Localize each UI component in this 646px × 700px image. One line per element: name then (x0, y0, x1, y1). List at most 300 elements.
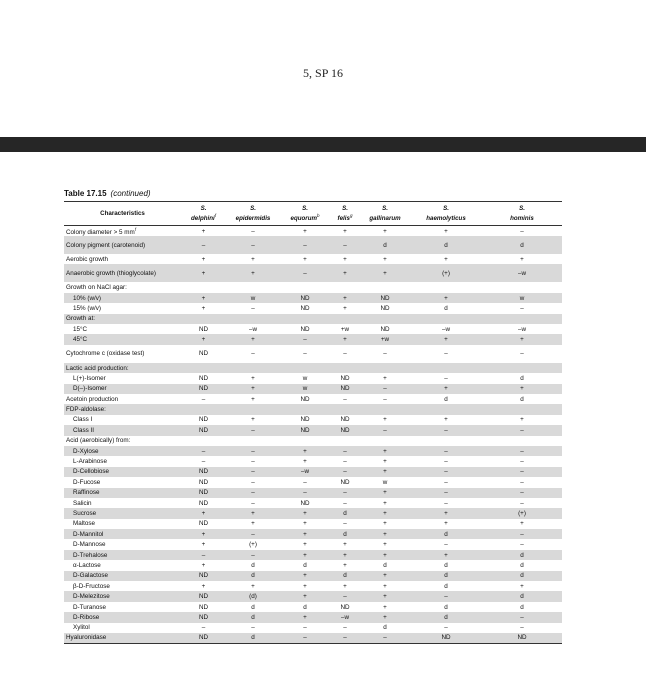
result-cell: –w (441, 325, 451, 333)
species-label: gallinarum (369, 215, 401, 223)
result-cell: – (383, 350, 387, 358)
result-cell (226, 314, 280, 324)
result-cell (482, 436, 562, 446)
row-label (64, 446, 181, 456)
genus-label: S. (302, 204, 308, 212)
result-cell: d (444, 304, 448, 312)
result-cell: + (343, 582, 347, 590)
result-cell: + (181, 293, 226, 303)
result-cell (360, 404, 410, 414)
row-label (64, 488, 181, 498)
result-cell: – (410, 446, 482, 456)
result-cell: + (343, 255, 347, 263)
row-label-text: D-Turanose (73, 603, 107, 611)
species-header (280, 202, 330, 226)
result-cell (360, 282, 410, 292)
result-cell: – (444, 478, 448, 486)
row-label (64, 539, 181, 549)
result-cell: ND (340, 478, 350, 486)
species-label: equorum (290, 215, 317, 223)
species-header (330, 202, 360, 226)
result-cell (410, 404, 482, 414)
result-cell: d (330, 529, 360, 539)
result-cell: + (360, 467, 410, 477)
result-cell: d (226, 633, 280, 643)
table-row (64, 293, 562, 303)
result-cell (181, 314, 226, 324)
result-cell: – (251, 624, 255, 632)
result-cell (360, 363, 410, 373)
result-cell: ND (380, 325, 390, 333)
result-cell: + (520, 416, 524, 424)
result-cell: + (280, 571, 330, 581)
table-row (64, 226, 562, 237)
row-label (64, 226, 181, 237)
result-cell: + (360, 488, 410, 498)
result-cell: + (201, 304, 206, 312)
result-cell: – (520, 499, 524, 507)
row-label-text: D-Xylose (73, 447, 99, 455)
result-cell: + (360, 446, 410, 456)
result-cell: d (251, 561, 255, 569)
result-cell: – (226, 550, 280, 560)
table-row (64, 436, 562, 446)
table-row (64, 303, 562, 313)
result-cell (330, 404, 360, 414)
result-cell: ND (300, 325, 310, 333)
result-cell: + (201, 541, 206, 549)
row-label (64, 633, 181, 643)
result-cell: – (303, 624, 307, 632)
result-cell: + (383, 541, 387, 549)
result-cell: + (444, 227, 448, 235)
result-cell (226, 282, 280, 292)
row-label (64, 467, 181, 477)
result-cell (181, 404, 226, 414)
result-cell (360, 436, 410, 446)
table-row (64, 581, 562, 591)
result-cell: – (482, 612, 562, 622)
result-cell: – (343, 350, 347, 358)
result-cell: + (520, 255, 524, 263)
result-cell: –w (517, 325, 527, 333)
result-cell (181, 436, 226, 446)
result-cell: – (444, 374, 448, 382)
result-cell: – (520, 458, 524, 466)
result-cell: + (303, 227, 307, 235)
result-cell (330, 363, 360, 373)
table-row (64, 550, 562, 560)
table-row (64, 571, 562, 581)
row-label (64, 623, 181, 633)
result-cell: + (520, 582, 524, 590)
result-cell: – (181, 236, 226, 254)
result-cell: ND (300, 416, 310, 424)
table-row (64, 602, 562, 612)
row-label-text: Growth on NaCl agar: (66, 284, 127, 292)
row-label (64, 571, 181, 581)
row-label (64, 529, 181, 539)
result-cell: + (343, 304, 347, 312)
genus-label: S. (443, 204, 449, 212)
table-row (64, 334, 562, 344)
result-cell: – (343, 458, 347, 466)
result-cell: + (280, 529, 330, 539)
result-cell: – (444, 458, 448, 466)
result-cell (226, 404, 280, 414)
row-label-text: D-Trehalose (73, 551, 108, 559)
result-cell: ND (198, 520, 209, 528)
result-cell: d (410, 612, 482, 622)
result-cell: d (482, 550, 562, 560)
result-cell: + (226, 334, 280, 344)
table-caption-continued: (continued) (110, 189, 151, 198)
table-row (64, 384, 562, 394)
result-cell: d (482, 591, 562, 601)
result-cell (280, 363, 330, 373)
result-cell: ND (280, 293, 330, 303)
result-cell: + (251, 520, 255, 528)
row-label-text: Salicin (73, 499, 92, 507)
result-cell: (+) (249, 541, 257, 549)
result-cell: + (303, 541, 307, 549)
result-cell: + (410, 293, 482, 303)
result-cell: + (201, 582, 206, 590)
result-cell (280, 314, 330, 324)
row-label-text: L(+)-Isomer (73, 374, 106, 382)
page-header: 5, SP 16 (303, 66, 343, 80)
table-row (64, 254, 562, 264)
row-label (64, 384, 181, 394)
result-cell: ND (181, 467, 226, 477)
result-cell: + (520, 520, 524, 528)
species-header (181, 202, 226, 226)
table-row (64, 404, 562, 414)
result-cell: + (360, 508, 410, 518)
row-label (64, 550, 181, 560)
result-cell: + (303, 520, 307, 528)
result-cell: – (520, 541, 524, 549)
result-cell: + (280, 446, 330, 456)
result-cell: w (302, 374, 308, 382)
result-cell (482, 282, 562, 292)
row-label-text: Class I (73, 416, 93, 424)
result-cell: ND (181, 425, 226, 435)
result-cell: ND (181, 612, 226, 622)
row-label-text: Sucrose (73, 509, 97, 517)
result-cell: ND (198, 350, 209, 358)
result-cell: + (226, 508, 280, 518)
genus-label: S. (519, 204, 525, 212)
species-header (226, 202, 280, 226)
result-cell: – (444, 350, 448, 358)
result-cell: – (226, 488, 280, 498)
result-cell: w (280, 384, 330, 394)
table-row (64, 488, 562, 498)
result-cell: d (444, 603, 448, 611)
table-row (64, 264, 562, 282)
result-cell: +w (360, 334, 410, 344)
table-row (64, 282, 562, 292)
table-body (64, 226, 562, 644)
result-cell: – (520, 478, 524, 486)
result-cell: – (330, 591, 360, 601)
result-cell: + (330, 264, 360, 282)
result-cell (280, 282, 330, 292)
genus-label: S. (342, 204, 348, 212)
result-cell: + (383, 458, 387, 466)
result-cell: + (343, 541, 347, 549)
result-cell: d (520, 603, 524, 611)
result-cell: – (201, 458, 206, 466)
table-row (64, 415, 562, 425)
result-cell (410, 436, 482, 446)
result-cell: – (251, 304, 255, 312)
result-cell: + (251, 416, 255, 424)
result-cell: – (280, 633, 330, 643)
row-label-text: Growth at: (66, 315, 96, 323)
result-cell: – (383, 395, 387, 403)
row-label-text: 15% (w/v) (73, 304, 101, 312)
row-label-text: FDP-aldolase: (66, 406, 106, 414)
result-cell: ND (181, 571, 226, 581)
table-row (64, 324, 562, 334)
result-cell: + (280, 508, 330, 518)
result-cell: + (303, 255, 307, 263)
table-row (64, 591, 562, 601)
table-caption (64, 189, 151, 198)
result-cell: d (251, 603, 255, 611)
result-cell (181, 282, 226, 292)
row-label-text: 45°C (73, 336, 88, 344)
result-cell: + (383, 520, 387, 528)
result-cell: + (181, 264, 226, 282)
genus-label: S. (250, 204, 256, 212)
table-row (64, 560, 562, 570)
result-cell: ND (198, 603, 209, 611)
result-cell: + (383, 374, 387, 382)
result-cell (280, 436, 330, 446)
result-cell: + (383, 499, 387, 507)
result-cell: – (482, 467, 562, 477)
result-cell: ND (330, 425, 360, 435)
result-cell: – (303, 478, 307, 486)
result-cell: ND (340, 603, 350, 611)
row-label (64, 303, 181, 313)
result-cell: – (520, 350, 524, 358)
result-cell: d (360, 236, 410, 254)
table-caption-label: Table 17.15 (64, 189, 107, 198)
result-cell: ND (300, 395, 310, 403)
result-cell: ND (330, 384, 360, 394)
result-cell: d (444, 561, 448, 569)
result-cell: + (410, 384, 482, 394)
species-header (482, 202, 562, 226)
row-label (64, 363, 181, 373)
row-label (64, 456, 181, 466)
table-row (64, 498, 562, 508)
result-cell: + (181, 529, 226, 539)
result-cell: – (201, 395, 206, 403)
table-row (64, 363, 562, 373)
row-label (64, 602, 181, 612)
table-row (64, 446, 562, 456)
row-label-text: Anaerobic growth (thioglycolate) (66, 269, 156, 277)
result-cell: + (383, 227, 387, 235)
row-label (64, 404, 181, 414)
result-cell: – (330, 488, 360, 498)
result-cell: w (226, 293, 280, 303)
result-cell: + (383, 603, 387, 611)
row-label (64, 264, 181, 282)
row-label-text: D-Cellobiose (73, 468, 110, 476)
result-cell: – (343, 624, 347, 632)
result-cell: –w (280, 467, 330, 477)
result-cell: + (383, 255, 387, 263)
species-label: felis (337, 215, 350, 223)
result-cell: d (410, 529, 482, 539)
row-label-text: Class II (73, 426, 94, 434)
characteristics-table (64, 201, 562, 644)
footnote-mark: f (134, 227, 137, 232)
species-header (360, 202, 410, 226)
result-cell: + (181, 334, 226, 344)
result-cell: d (482, 571, 562, 581)
result-cell: d (226, 571, 280, 581)
row-label (64, 436, 181, 446)
result-cell: + (444, 520, 448, 528)
row-label-text: D-Galactose (73, 572, 108, 580)
result-cell: – (482, 529, 562, 539)
result-cell: (d) (226, 591, 280, 601)
row-label (64, 508, 181, 518)
row-label-text: L-Arabinose (73, 458, 107, 466)
result-cell: d (330, 571, 360, 581)
result-cell: – (251, 227, 255, 235)
result-cell: + (410, 334, 482, 344)
row-label-text: D-Mannose (73, 541, 106, 549)
result-cell: – (226, 425, 280, 435)
result-cell: + (251, 582, 255, 590)
row-label (64, 612, 181, 622)
result-cell (482, 314, 562, 324)
result-cell: + (303, 458, 307, 466)
result-cell: – (343, 499, 347, 507)
row-label-text: Acid (aerobically) from: (66, 437, 131, 445)
result-cell: – (444, 624, 448, 632)
result-cell: – (226, 446, 280, 456)
row-label-text: α-Lactose (73, 561, 101, 569)
footnote-mark: f (214, 212, 216, 218)
result-cell: + (303, 582, 307, 590)
table-row (64, 373, 562, 383)
row-label-text: Xylitol (73, 624, 90, 632)
row-label (64, 581, 181, 591)
result-cell (360, 314, 410, 324)
table-row (64, 539, 562, 549)
result-cell: w (482, 293, 562, 303)
table-row (64, 314, 562, 324)
row-label (64, 415, 181, 425)
row-label (64, 324, 181, 334)
result-cell: d (482, 236, 562, 254)
table-row (64, 425, 562, 435)
result-cell: – (343, 395, 347, 403)
result-cell: – (444, 541, 448, 549)
result-cell: d (226, 612, 280, 622)
result-cell: + (251, 255, 255, 263)
result-cell (181, 363, 226, 373)
result-cell: – (360, 633, 410, 643)
result-cell: – (360, 425, 410, 435)
result-cell: d (383, 624, 387, 632)
result-cell: + (482, 384, 562, 394)
row-label-text: D-Mannitol (73, 530, 104, 538)
result-cell: – (520, 227, 524, 235)
result-cell: ND (198, 374, 209, 382)
result-cell: ND (181, 633, 226, 643)
row-label-text: Colony pigment (carotenoid) (66, 241, 146, 249)
row-label-text: Raffinose (73, 489, 100, 497)
result-cell: – (280, 264, 330, 282)
table-header-row (64, 202, 562, 226)
row-label (64, 394, 181, 404)
row-label-text: Cytochrome c (oxidase test) (66, 350, 145, 358)
row-label-text: D(–)-Isomer (73, 385, 107, 393)
result-cell: – (444, 499, 448, 507)
result-cell: – (520, 624, 524, 632)
result-cell: + (343, 227, 347, 235)
row-label (64, 591, 181, 601)
result-cell (226, 363, 280, 373)
result-cell: – (482, 488, 562, 498)
result-cell: + (444, 255, 448, 263)
result-cell: ND (198, 478, 209, 486)
result-cell: + (410, 508, 482, 518)
row-label (64, 477, 181, 487)
result-cell: d (520, 395, 524, 403)
result-cell: + (226, 264, 280, 282)
result-cell (410, 363, 482, 373)
row-label-text: Acetoin production (66, 395, 119, 403)
table-row (64, 345, 562, 363)
characteristics-header: Characteristics (100, 210, 145, 217)
result-cell: –w (330, 612, 360, 622)
result-cell (330, 282, 360, 292)
result-cell (482, 404, 562, 414)
table-row (64, 477, 562, 487)
result-cell (410, 282, 482, 292)
result-cell: + (201, 227, 206, 235)
result-cell (226, 436, 280, 446)
result-cell: ND (360, 293, 410, 303)
result-cell: + (181, 508, 226, 518)
result-cell: + (360, 571, 410, 581)
result-cell (482, 363, 562, 373)
row-label-text: 15°C (73, 325, 88, 333)
footnote-mark: g (349, 212, 353, 218)
result-cell: w (382, 478, 388, 486)
result-cell (330, 314, 360, 324)
result-cell: – (181, 550, 226, 560)
row-label-text: 10% (w/v) (73, 294, 101, 302)
row-label-text: Aerobic growth (66, 255, 108, 263)
result-cell: ND (181, 591, 226, 601)
table-row (64, 508, 562, 518)
result-cell: + (343, 561, 347, 569)
result-cell: – (410, 467, 482, 477)
result-cell: + (383, 582, 387, 590)
